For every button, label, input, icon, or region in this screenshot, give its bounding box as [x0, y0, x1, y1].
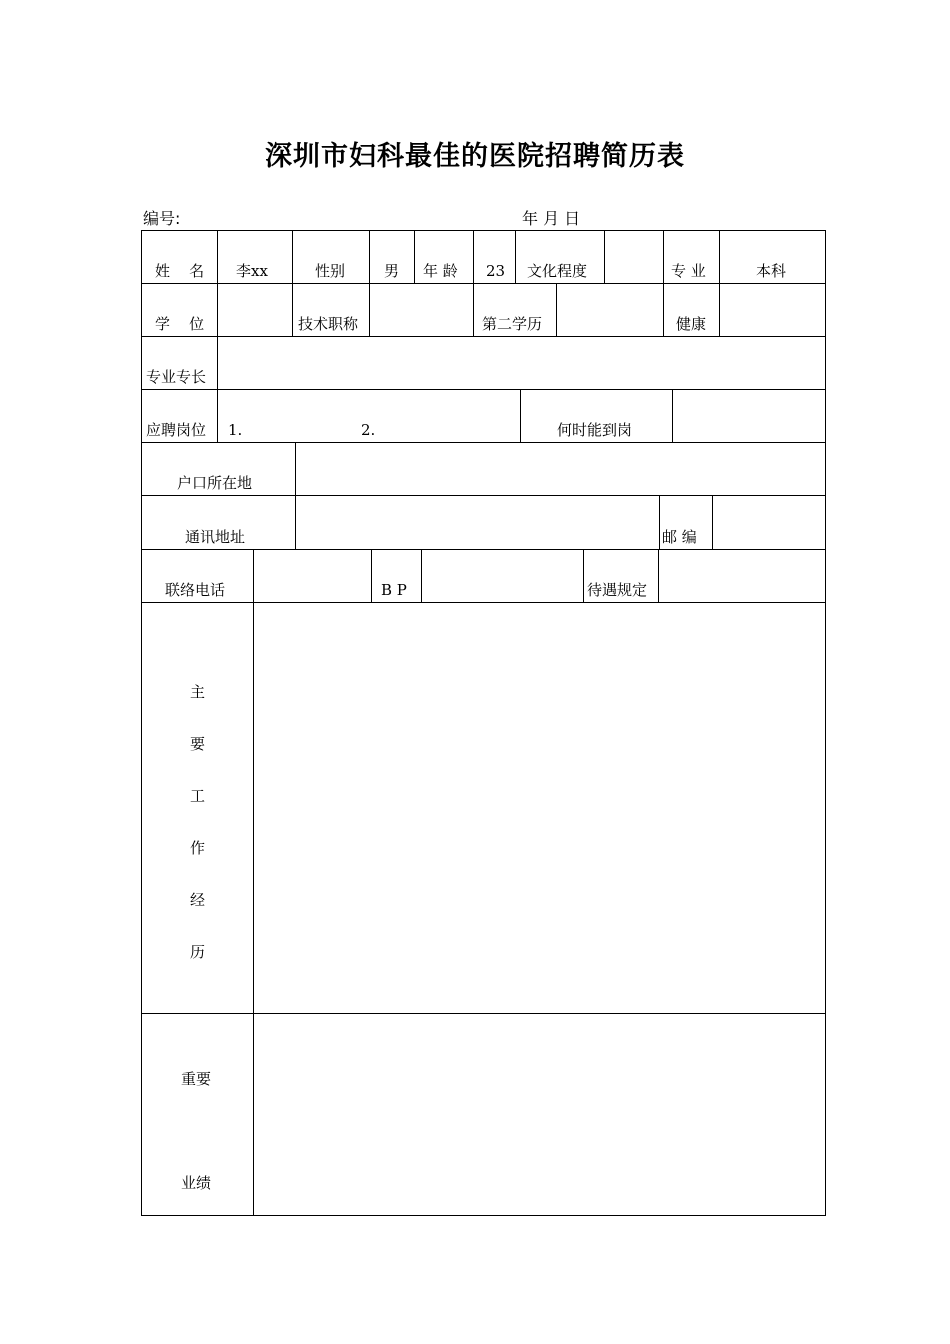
number-label: 编号:	[143, 209, 181, 228]
col-divider	[414, 230, 415, 284]
row-divider	[141, 602, 826, 603]
col-divider	[292, 230, 293, 284]
name-label: 姓 名	[155, 262, 205, 280]
col-divider	[658, 549, 659, 603]
row-divider	[141, 442, 826, 443]
position-label: 应聘岗位	[146, 421, 207, 439]
postcode-label: 邮 编	[662, 528, 697, 546]
col-divider	[663, 283, 664, 337]
col-divider	[217, 389, 218, 443]
work-char: 作	[190, 839, 206, 857]
col-divider	[520, 389, 521, 443]
age-value: 23	[486, 262, 506, 280]
name-value: 李xx	[236, 262, 268, 280]
row-divider	[141, 283, 826, 284]
col-divider	[719, 283, 720, 337]
col-divider	[672, 389, 673, 443]
bp-label: B P	[381, 581, 407, 599]
address-label: 通讯地址	[185, 528, 246, 546]
work-char: 工	[190, 787, 206, 805]
col-divider	[371, 549, 372, 603]
col-divider	[421, 549, 422, 603]
table-border-top	[141, 230, 826, 231]
tech-title-label: 技术职称	[298, 315, 359, 333]
col-divider	[604, 230, 605, 284]
col-divider	[719, 230, 720, 284]
hukou-label: 户口所在地	[177, 474, 253, 492]
col-divider	[217, 230, 218, 284]
col-divider	[556, 283, 557, 337]
row-divider	[141, 495, 826, 496]
age-label: 年 龄	[423, 262, 458, 280]
col-divider	[712, 495, 713, 550]
row-divider	[141, 1013, 826, 1014]
specialty-label: 专业专长	[146, 368, 207, 386]
work-char: 主	[190, 683, 206, 701]
table-border-bottom	[141, 1215, 826, 1216]
work-char: 经	[190, 891, 206, 909]
col-divider	[253, 549, 254, 603]
achievements-label-line2: 业绩	[181, 1174, 212, 1192]
degree-label: 学 位	[155, 315, 205, 333]
col-divider	[473, 283, 474, 337]
col-divider	[217, 336, 218, 390]
col-divider	[295, 442, 296, 496]
achievements-label-line1: 重要	[181, 1070, 212, 1088]
gender-value: 男	[384, 262, 400, 280]
major-value: 本科	[756, 262, 787, 280]
col-divider	[659, 495, 660, 550]
col-divider	[583, 549, 584, 603]
col-divider	[473, 230, 474, 284]
salary-label: 待遇规定	[587, 581, 648, 599]
col-divider	[217, 283, 218, 337]
col-divider	[515, 230, 516, 284]
table-border-right	[825, 230, 826, 1216]
work-char: 历	[190, 943, 206, 961]
row-divider	[141, 336, 826, 337]
health-label: 健康	[676, 315, 707, 333]
major-label: 专 业	[671, 262, 706, 280]
work-char: 要	[190, 735, 206, 753]
col-divider	[369, 283, 370, 337]
position-choice-2: 2.	[361, 421, 376, 439]
col-divider	[295, 495, 296, 550]
table-border-left	[141, 230, 142, 1216]
col-divider	[292, 283, 293, 337]
arrival-label: 何时能到岗	[557, 421, 633, 439]
col-divider	[663, 230, 664, 284]
col-divider	[253, 602, 254, 1216]
row-divider	[141, 389, 826, 390]
phone-label: 联络电话	[165, 581, 226, 599]
row-divider	[141, 549, 826, 550]
gender-label: 性别	[315, 262, 346, 280]
page-title: 深圳市妇科最佳的医院招聘简历表	[265, 141, 685, 172]
position-choice-1: 1.	[228, 421, 243, 439]
col-divider	[369, 230, 370, 284]
date-label: 年 月 日	[522, 209, 581, 228]
second-degree-label: 第二学历	[482, 315, 543, 333]
education-label: 文化程度	[527, 262, 588, 280]
